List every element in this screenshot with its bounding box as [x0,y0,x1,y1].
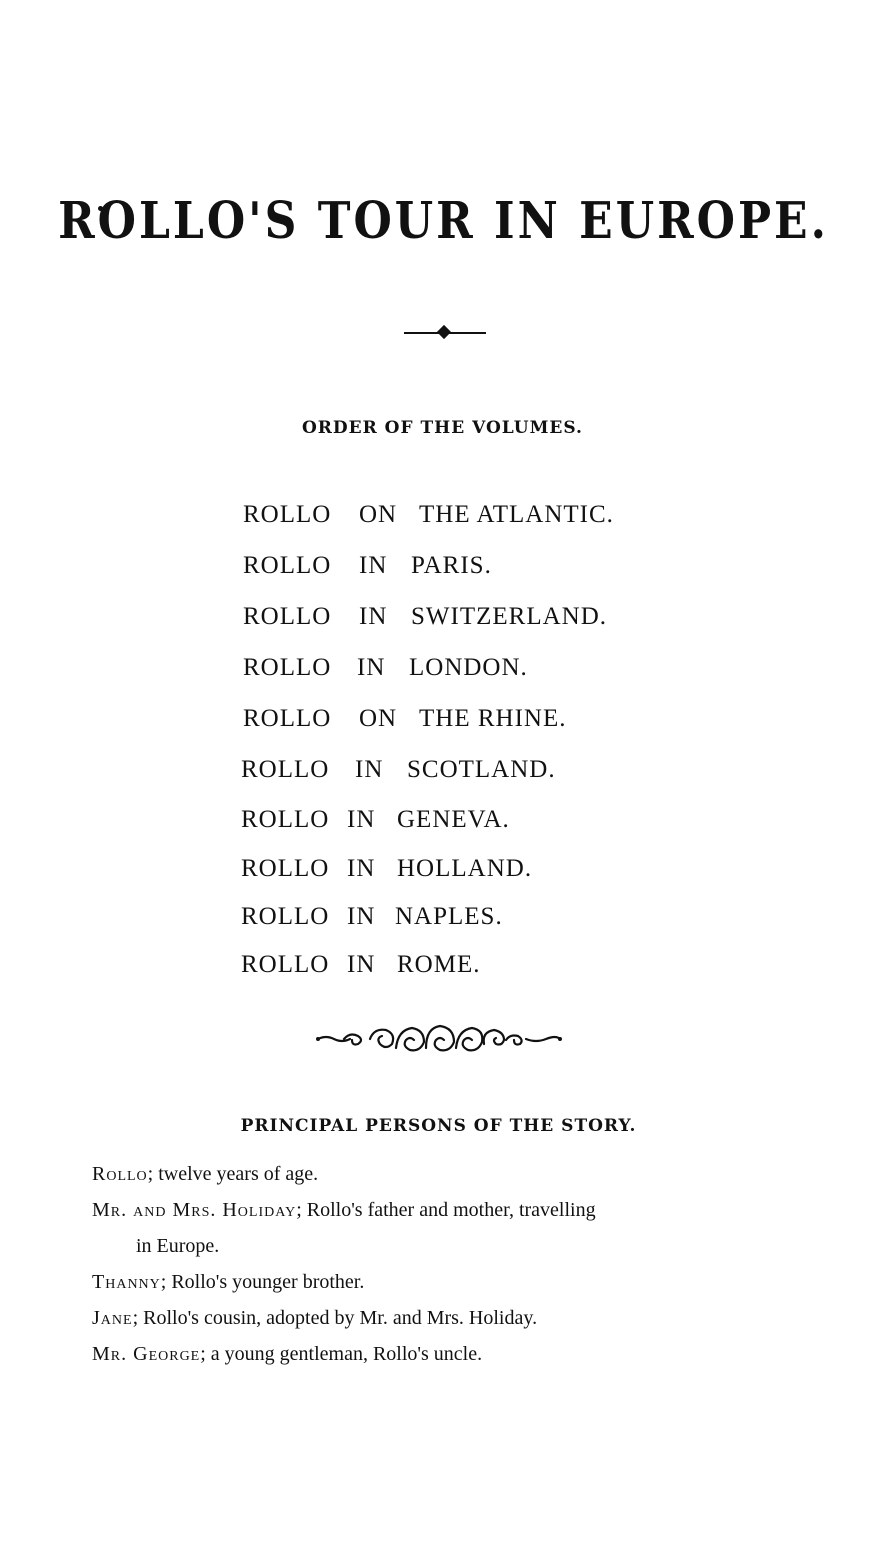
person-description: ; Rollo's cousin, adopted by Mr. and Mrs. Holiday. [132,1307,538,1329]
volume-word-place: NAPLES. [395,903,503,930]
volume-word-place: THE ATLANTIC. [419,501,614,528]
volume-word-series: ROLLO [243,705,332,732]
volume-word-series: ROLLO [243,654,332,681]
person-entry [92,1264,792,1300]
person-name: Thanny [92,1271,161,1293]
volume-word-place: GENEVA. [397,806,510,833]
volume-word-prep: IN [347,855,376,882]
person-continuation: in Europe. [136,1235,220,1257]
volume-word-prep: ON [359,705,398,732]
volume-word-prep: IN [347,806,376,833]
person-entry [92,1192,792,1228]
volume-word-series: ROLLO [243,603,332,630]
volumes-heading: ORDER OF THE VOLUMES. [302,418,583,438]
person-entry [92,1336,792,1372]
persons-heading: PRINCIPAL PERSONS OF THE STORY. [240,1116,637,1136]
volume-word-prep: IN [359,603,388,630]
volume-word-place: SCOTLAND. [407,756,556,783]
volume-word-series: ROLLO [241,855,330,882]
person-entry [92,1300,792,1336]
volume-word-place: ROME. [397,951,481,978]
volume-word-series: ROLLO [241,903,330,930]
person-name: Mr. and Mrs. Holiday [92,1199,297,1221]
volume-word-series: ROLLO [241,756,330,783]
diamond-icon [437,325,451,339]
volume-word-prep: IN [355,756,384,783]
volume-word-prep: ON [359,501,398,528]
volume-word-place: HOLLAND. [397,855,533,882]
person-description: ; Rollo's younger brother. [160,1271,365,1293]
volume-word-prep: IN [347,903,376,930]
person-description: ; a young gentleman, Rollo's uncle. [200,1343,483,1365]
person-name: Mr. George [92,1343,201,1365]
volume-word-place: SWITZERLAND. [411,603,607,630]
person-name: Rollo [92,1163,148,1185]
person-entry [92,1156,792,1192]
volume-word-place: PARIS. [411,552,492,579]
volume-word-series: ROLLO [243,501,332,528]
volume-word-prep: IN [359,552,388,579]
person-description: ; Rollo's father and mother, travelling [296,1199,596,1221]
volume-word-series: ROLLO [241,806,330,833]
volume-word-series: ROLLO [241,951,330,978]
person-name: Jane [92,1307,133,1329]
volume-word-prep: IN [347,951,376,978]
volume-word-place: LONDON. [409,654,528,681]
persons-list [92,1156,792,1372]
volume-word-series: ROLLO [243,552,332,579]
page-title: ROLLO'S TOUR IN EUROPE. [58,192,829,251]
person-description: ; twelve years of age. [147,1163,319,1185]
scroll-ornament-icon [314,1018,564,1060]
volume-word-place: THE RHINE. [419,705,567,732]
volume-word-prep: IN [357,654,386,681]
